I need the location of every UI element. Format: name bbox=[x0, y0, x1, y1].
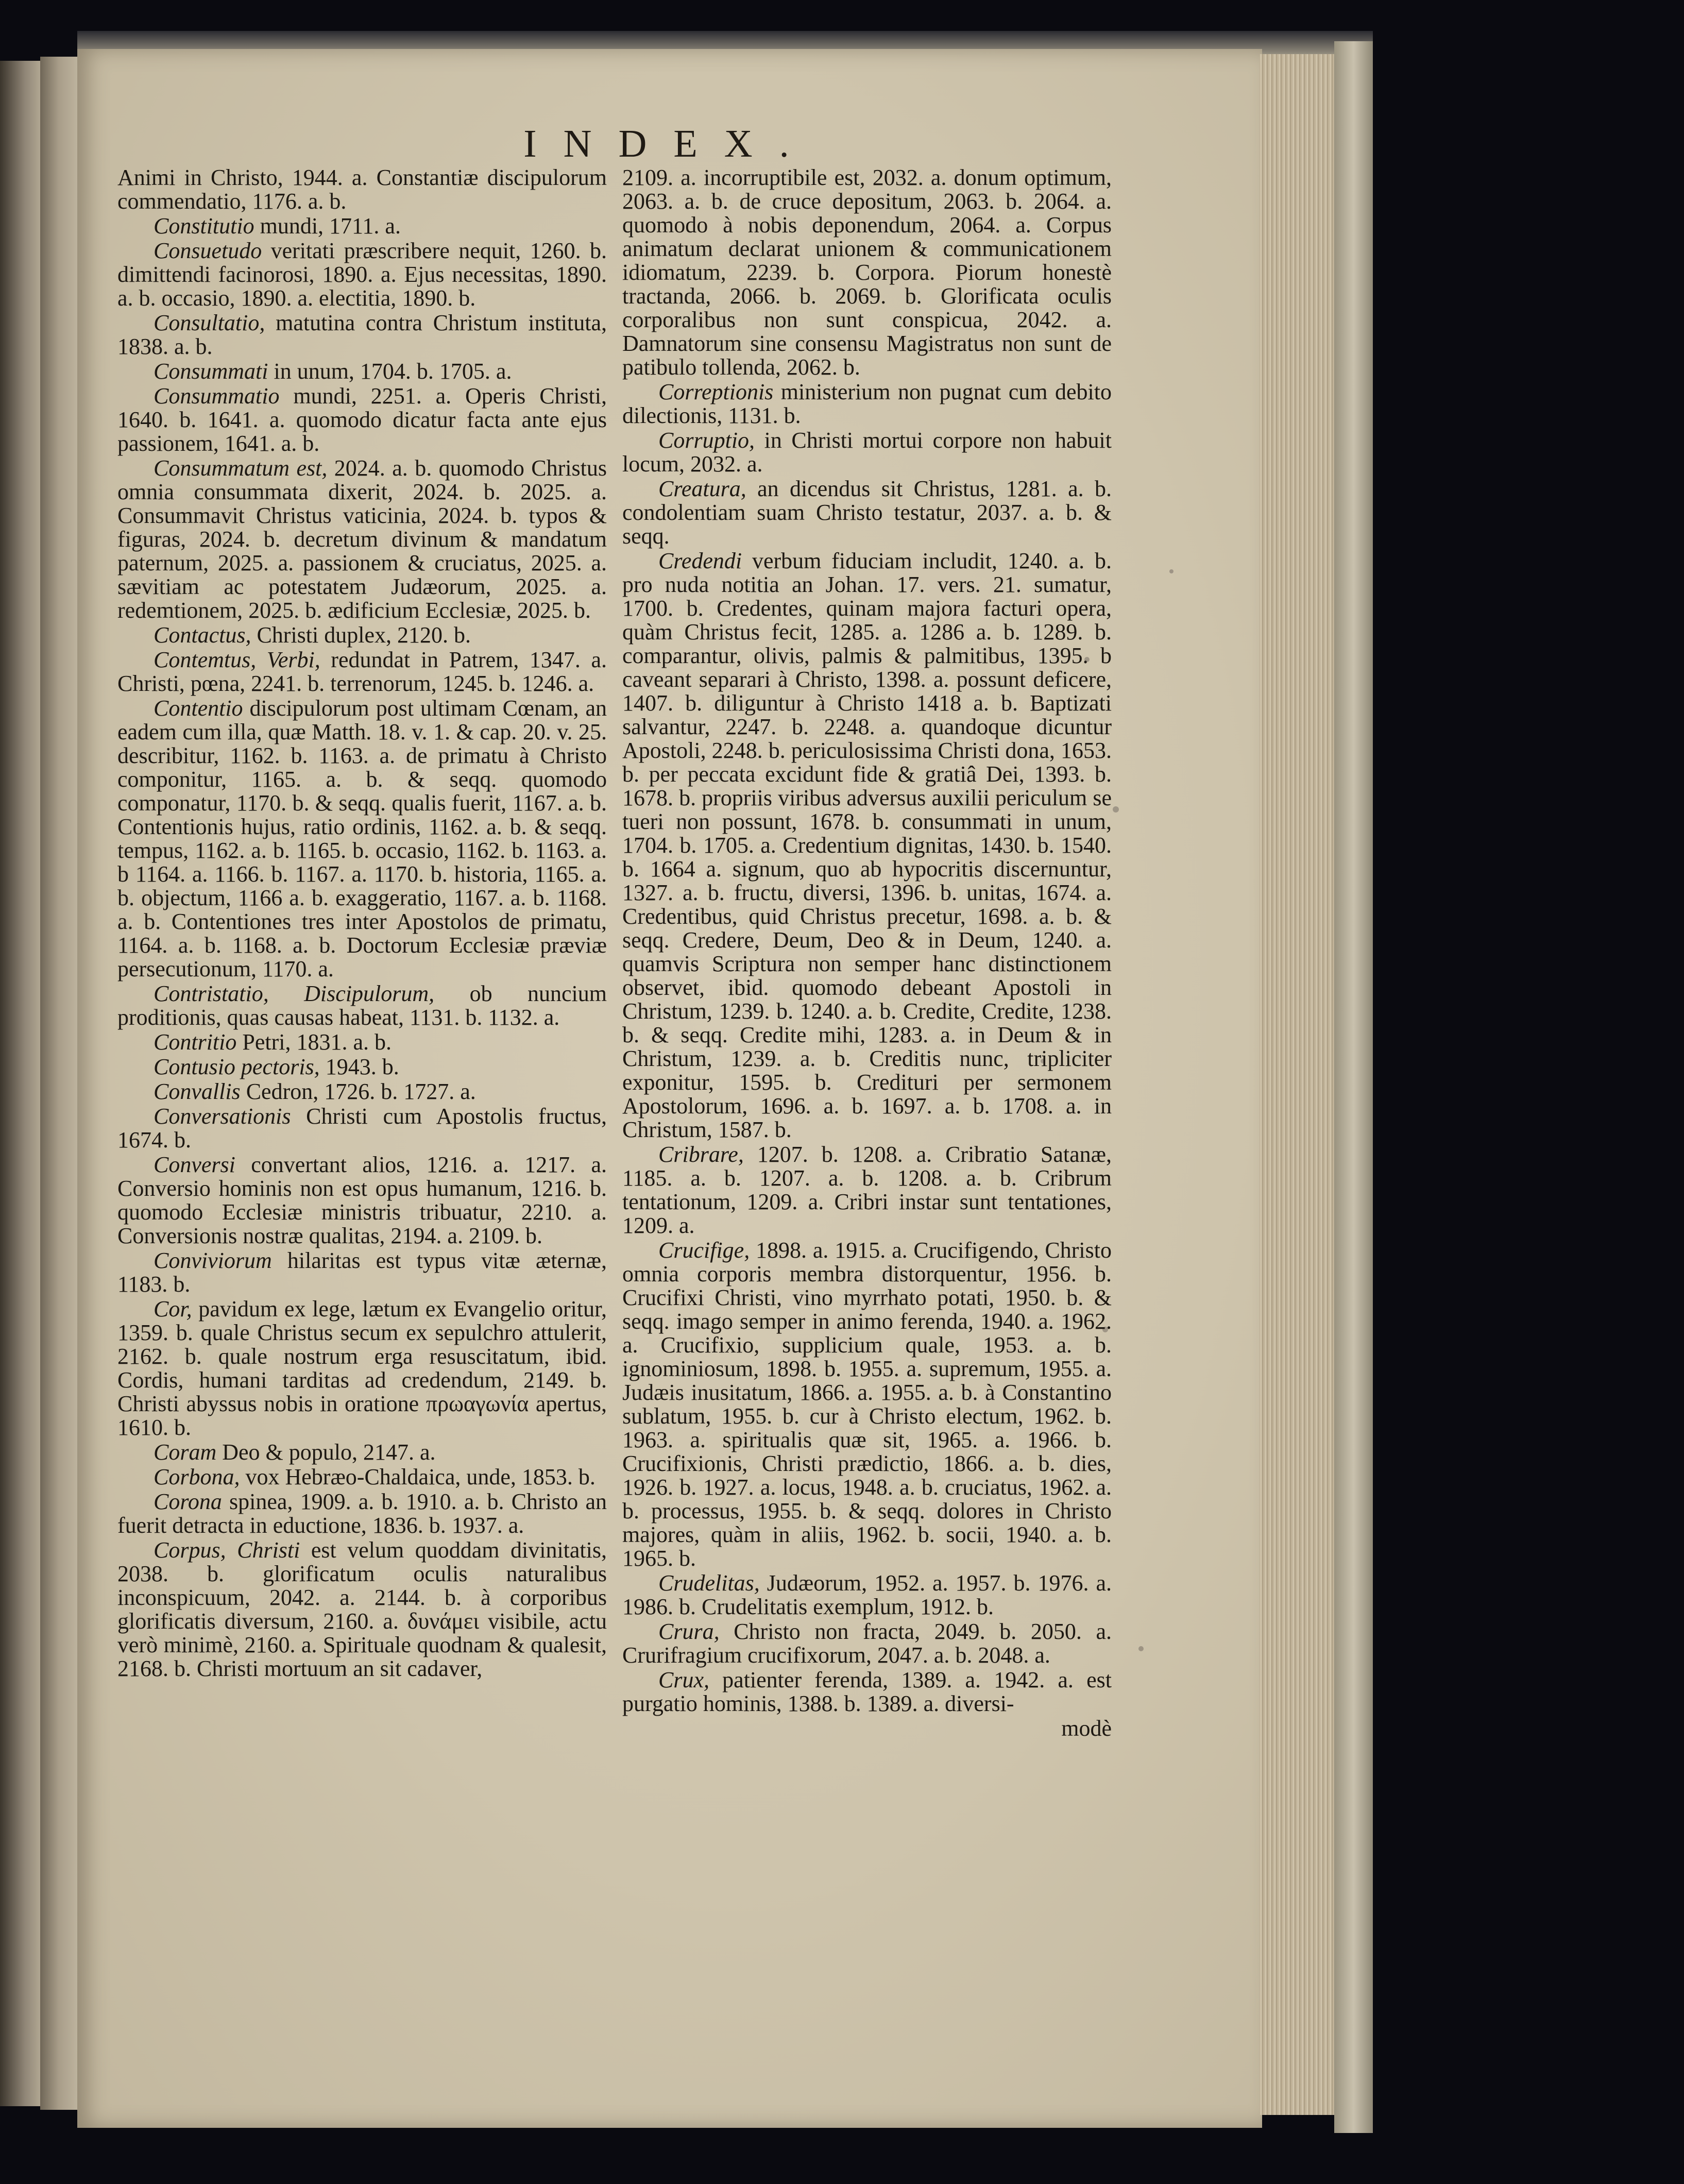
entry-headword: Contemtus, Verbi, bbox=[154, 647, 320, 672]
index-entry bbox=[117, 384, 607, 455]
index-entry bbox=[117, 648, 607, 696]
entry-headword: Corruptio, bbox=[658, 428, 755, 453]
index-entry bbox=[622, 477, 1112, 548]
entry-headword: Contentio bbox=[154, 696, 243, 721]
index-entry bbox=[117, 1080, 607, 1104]
entry-text: Christi cum Apostolis fructus, 1674. b. bbox=[117, 1104, 607, 1153]
entry-text: mundi, 1711. a. bbox=[254, 213, 401, 239]
right-column bbox=[622, 166, 1112, 1740]
entry-text: Cedron, 1726. b. 1727. a. bbox=[240, 1079, 476, 1104]
entry-text: 1207. b. 1208. a. Cribratio Satanæ, 1185. a. b. 1207. a. b. 1208. a. b. Cribrum tentationum, 1209. a. Cribri instar sunt tentationes, 1209. a. bbox=[622, 1142, 1112, 1238]
index-entry bbox=[117, 1538, 607, 1681]
entry-text: hilaritas est typus vitæ æternæ, 1183. b. bbox=[117, 1248, 607, 1297]
entry-headword: Crucifige, bbox=[658, 1238, 750, 1263]
entry-headword: Cribrare, bbox=[658, 1142, 744, 1167]
left-page-edge bbox=[0, 61, 41, 2106]
index-entry bbox=[622, 1239, 1112, 1570]
entry-headword: Consummatum est, bbox=[154, 455, 328, 481]
index-entry bbox=[117, 1030, 607, 1054]
entry-headword: Convallis bbox=[154, 1079, 241, 1104]
entry-headword: Conversi bbox=[154, 1152, 235, 1177]
entry-headword: Corona bbox=[154, 1489, 222, 1514]
entry-headword: Corbona, bbox=[154, 1464, 240, 1489]
entry-headword: Cor, bbox=[154, 1296, 192, 1322]
catchword: modè bbox=[1061, 1716, 1112, 1741]
entry-headword: Correptionis bbox=[658, 379, 774, 404]
index-entry bbox=[117, 623, 607, 647]
index-entry bbox=[622, 1571, 1112, 1619]
index-entry bbox=[622, 1620, 1112, 1667]
index-entry bbox=[117, 1297, 607, 1440]
index-entry bbox=[117, 166, 607, 213]
entry-text: matutina contra Christum instituta, 1838. a. b. bbox=[117, 310, 607, 359]
entry-headword: Consummati bbox=[154, 359, 268, 384]
entry-headword: Creatura, bbox=[658, 476, 746, 501]
entry-headword: Contactus, bbox=[154, 622, 251, 648]
entry-headword: Consultatio, bbox=[154, 310, 265, 335]
entry-headword: Crudelitas, bbox=[658, 1570, 760, 1596]
index-entry bbox=[622, 380, 1112, 428]
entry-headword: Corpus, Christi bbox=[154, 1537, 300, 1563]
entry-text: discipulorum post ultimam Cœnam, an eadem cum illa, quæ Matth. 18. v. 1. & cap. 20. v. 25. describitur, 1162. b. 1163. a. de primatu à Christo componitur, 1165. a. b. & seqq. quomodo componatur, 1170. b. & seqq. qualis fuerit, 1167. a. b. Contentionis hujus, ratio ordinis, 1162. a. b. & seqq. tempus, 1162. a. b. 1165. b. occasio, 1162. b. 1163. a. b 1164. a. 1166. b. 1167. a. 1170. b. historia, 1165. a. b. objectum, 1166 a. b. exaggeratio, 1167. a. b. 1168. a. b. Contentiones tres inter Apostolos de primatu, 1164. a. b. 1168. a. b. Doctorum Ecclesiæ præviæ persecutionum, 1170. a. bbox=[117, 696, 607, 981]
index-entry bbox=[117, 1249, 607, 1296]
entry-text: vox Hebræo-Chaldaica, unde, 1853. b. bbox=[240, 1464, 596, 1489]
entry-text: Judæorum, 1952. a. 1957. b. 1976. a. 1986. b. Crudelitatis exemplum, 1912. b. bbox=[622, 1570, 1112, 1619]
entry-text: pavidum ex lege, lætum ex Evangelio oritur, 1359. b. quale Christus secum ex sepulchro attulerit, 2162. b. quale nostrum erga resuscitatum, ibid. Cordis, humani tarditas ad credendum, 2149. b. Christi abyssus nobis in oratione πρωαγωνία apertus, 1610. b. bbox=[117, 1296, 607, 1440]
entry-text: veritati præscribere nequit, 1260. b. dimittendi facinorosi, 1890. a. Ejus necessitas, 1890. a. b. occasio, 1890. a. electitia, 1890. b. bbox=[117, 238, 607, 311]
entry-text: Deo & populo, 2147. a. bbox=[216, 1440, 436, 1465]
entry-headword: Coram bbox=[154, 1440, 217, 1465]
index-entry bbox=[117, 456, 607, 622]
entry-text: spinea, 1909. a. b. 1910. a. b. Christo an fuerit detracta in eductione, 1836. b. 1937. a. bbox=[117, 1489, 607, 1538]
entry-text: Christi duplex, 2120. b. bbox=[251, 622, 471, 648]
entry-headword: Conviviorum bbox=[154, 1248, 272, 1273]
entry-text: ob nuncium proditionis, quas causas habeat, 1131. b. 1132. a. bbox=[117, 981, 607, 1030]
entry-headword: Crux, bbox=[658, 1667, 709, 1692]
cover-edge bbox=[1334, 41, 1373, 2133]
entry-text: mundi, 2251. a. Operis Christi, 1640. b. 1641. a. quomodo dicatur facta ante ejus passionem, 1641. a. b. bbox=[117, 383, 607, 456]
index-entry bbox=[117, 239, 607, 310]
index-entry bbox=[117, 360, 607, 383]
entry-headword: Consummatio bbox=[154, 383, 280, 409]
index-entry bbox=[622, 429, 1112, 476]
entry-text: patienter ferenda, 1389. a. 1942. a. est purgatio hominis, 1388. b. 1389. a. diversi- bbox=[622, 1667, 1112, 1716]
index-entry bbox=[117, 1465, 607, 1489]
running-head: INDEX. bbox=[523, 122, 816, 165]
entry-text: verbum fiduciam includit, 1240. a. b. pro nuda notitia an Johan. 17. vers. 21. sumatur, 1700. b. Credentes, quinam majora facturi opera, quàm Christus fecit, 1285. a. 1286 a. b. 1289. b. comparantur, olivis, palmis & palmitibus, 1395. b caveant separari à Christo, 1398. a. possunt deficere, 1407. b. diliguntur à Christo 1418 a. b. Baptizati salvantur, 2247. b. 2248. a. quandoque dicuntur Apostoli, 2248. b. periculosissima Christi dona, 1653. b. per peccata excidunt fide & gratiâ Dei, 1393. b. 1678. b. propriis viribus adversus auxilii periculum se tueri non possunt, 1678. b. consummati in unum, 1704. b. 1705. a. Credentium dignitas, 1430. b. 1540. b. 1664 a. signum, quo ab hypocritis discernuntur, 1327. a. b. fructu, diversi, 1396. b. unitas, 1674. a. Credentibus, quid Christus precetur, 1698. a. b. & seqq. Credere, Deum, Deo & in Deum, 1240. a. quamvis Scriptura non semper hanc distinctionem observet, ibid. quomodo debeant Apostoli in Christum, 1239. b. 1240. a. b. Credite, Credite, 1238. b. & seqq. Credite mihi, 1283. a. in Deum & in Christum, 1239. a. b. Creditis nunc, tripliciter exponitur, 1595. b. Credituri per sermonem Apostolorum, 1696. a. b. 1697. a. b. 1708. a. in Christum, 1587. b. bbox=[622, 548, 1112, 1142]
entry-text: Christo non fracta, 2049. b. 2050. a. Crurifragium crucifixorum, 2047. a. b. 2048. a. bbox=[622, 1619, 1112, 1668]
entry-headword: Crura, bbox=[658, 1619, 720, 1644]
index-entry bbox=[117, 1105, 607, 1152]
index-entry bbox=[622, 166, 1112, 379]
index-entry bbox=[117, 697, 607, 981]
entry-text: redundat in Patrem, 1347. a. Christi, pœna, 2241. b. terrenorum, 1245. b. 1246. a. bbox=[117, 647, 607, 696]
entry-headword: Consuetudo bbox=[154, 238, 262, 263]
index-entry bbox=[117, 1055, 607, 1079]
entry-text: est velum quoddam divinitatis, 2038. b. glorificatum oculis naturalibus inconspicuum, 2042. a. 2144. b. à corporibus glorificatis diversum, 2160. a. δυνάμει visibile, actu verò minimè, 2160. a. Spirituale quodnam & qualesit, 2168. b. Christi mortuum an sit cadaver, bbox=[117, 1537, 607, 1681]
index-entry bbox=[622, 1143, 1112, 1238]
entry-headword: Contritio bbox=[154, 1029, 237, 1055]
entry-text: Petri, 1831. a. b. bbox=[236, 1029, 392, 1055]
left-column bbox=[117, 166, 607, 1682]
entry-text: 1898. a. 1915. a. Crucifigendo, Christo omnia corporis membra distorquentur, 1956. b. Crucifixi Christi, vino myrrhato potati, 1950. b. & seqq. imago semper in animo ferenda, 1940. a. 1962. a. Crucifixio, supplicium quale, 1953. a. b. ignominiosum, 1898. b. 1955. a. supremum, 1955. a. Judæis inusitatum, 1866. a. 1955. a. b. à Constantino sublatum, 1955. b. cur à Christo electum, 1962. b. 1963. a. spiritualis quæ sit, 1965. a. 1966. b. Crucifixionis, Christi prædictio, 1866. a. b. dies, 1926. b. 1927. a. locus, 1948. a. b. cruciatus, 1962. a. b. processus, 1955. b. & seqq. dolores in Christo majores, quàm in aliis, 1962. b. socii, 1940. a. b. 1965. b. bbox=[622, 1238, 1112, 1571]
entry-text: Animi in Christo, 1944. a. Constantiæ discipulorum commendatio, 1176. a. b. bbox=[117, 165, 607, 214]
index-entry bbox=[117, 1490, 607, 1537]
index-entry bbox=[117, 214, 607, 238]
entry-text: in unum, 1704. b. 1705. a. bbox=[268, 359, 512, 384]
entry-headword: Credendi bbox=[658, 548, 742, 573]
index-entry bbox=[117, 1153, 607, 1248]
page-stack-edge bbox=[1260, 54, 1337, 2115]
entry-headword: Contusio pectoris, bbox=[154, 1054, 320, 1079]
entry-headword: Contristatio, Discipulorum, bbox=[154, 981, 435, 1006]
index-entry bbox=[622, 1668, 1112, 1716]
index-entry bbox=[117, 1441, 607, 1464]
entry-text: 1943. b. bbox=[319, 1054, 399, 1079]
entry-text: ministerium non pugnat cum debito dilectionis, 1131. b. bbox=[622, 379, 1112, 428]
entry-text: in Christi mortui corpore non habuit locum, 2032. a. bbox=[622, 428, 1112, 477]
entry-headword: Conversationis bbox=[154, 1104, 291, 1129]
entry-text: 2024. a. b. quomodo Christus omnia consummata dixerit, 2024. b. 2025. a. Consummavit Christus vaticinia, 2024. b. typos & figuras, 2024. b. decretum divinum & mandatum paternum, 2025. a. passionem & cruciatus, 2025. a. sævitiam ac potestatem Judæorum, 2025. a. redemtionem, 2025. b. ædificium Ecclesiæ, 2025. b. bbox=[117, 455, 607, 623]
entry-headword: Constitutio bbox=[154, 213, 254, 239]
entry-text: an dicendus sit Christus, 1281. a. b. condolentiam suam Christo testatur, 2037. a. b. & seqq. bbox=[622, 476, 1112, 549]
index-entry bbox=[622, 549, 1112, 1142]
entry-text: 2109. a. incorruptibile est, 2032. a. donum optimum, 2063. a. b. de cruce depositum, 2063. b. 2064. a. quomodo à nobis deponendum, 2064. a. Corpus animatum declarat unionem & communicationem idiomatum, 2239. b. Corpora. Piorum honestè tractanda, 2066. b. 2069. b. Glorificata oculis corporalibus non sunt conspicua, 2042. a. Damnatorum sine consensu Magistratus non sunt de patibulo tollenda, 2062. b. bbox=[622, 165, 1112, 380]
index-entry bbox=[117, 311, 607, 359]
entry-text: convertant alios, 1216. a. 1217. a. Conversio hominis non est opus humanum, 1216. b. quomodo Ecclesiæ ministris tribuatur, 2210. a. Conversionis nostræ qualitas, 2194. a. 2109. b. bbox=[117, 1152, 607, 1248]
index-entry bbox=[117, 982, 607, 1029]
